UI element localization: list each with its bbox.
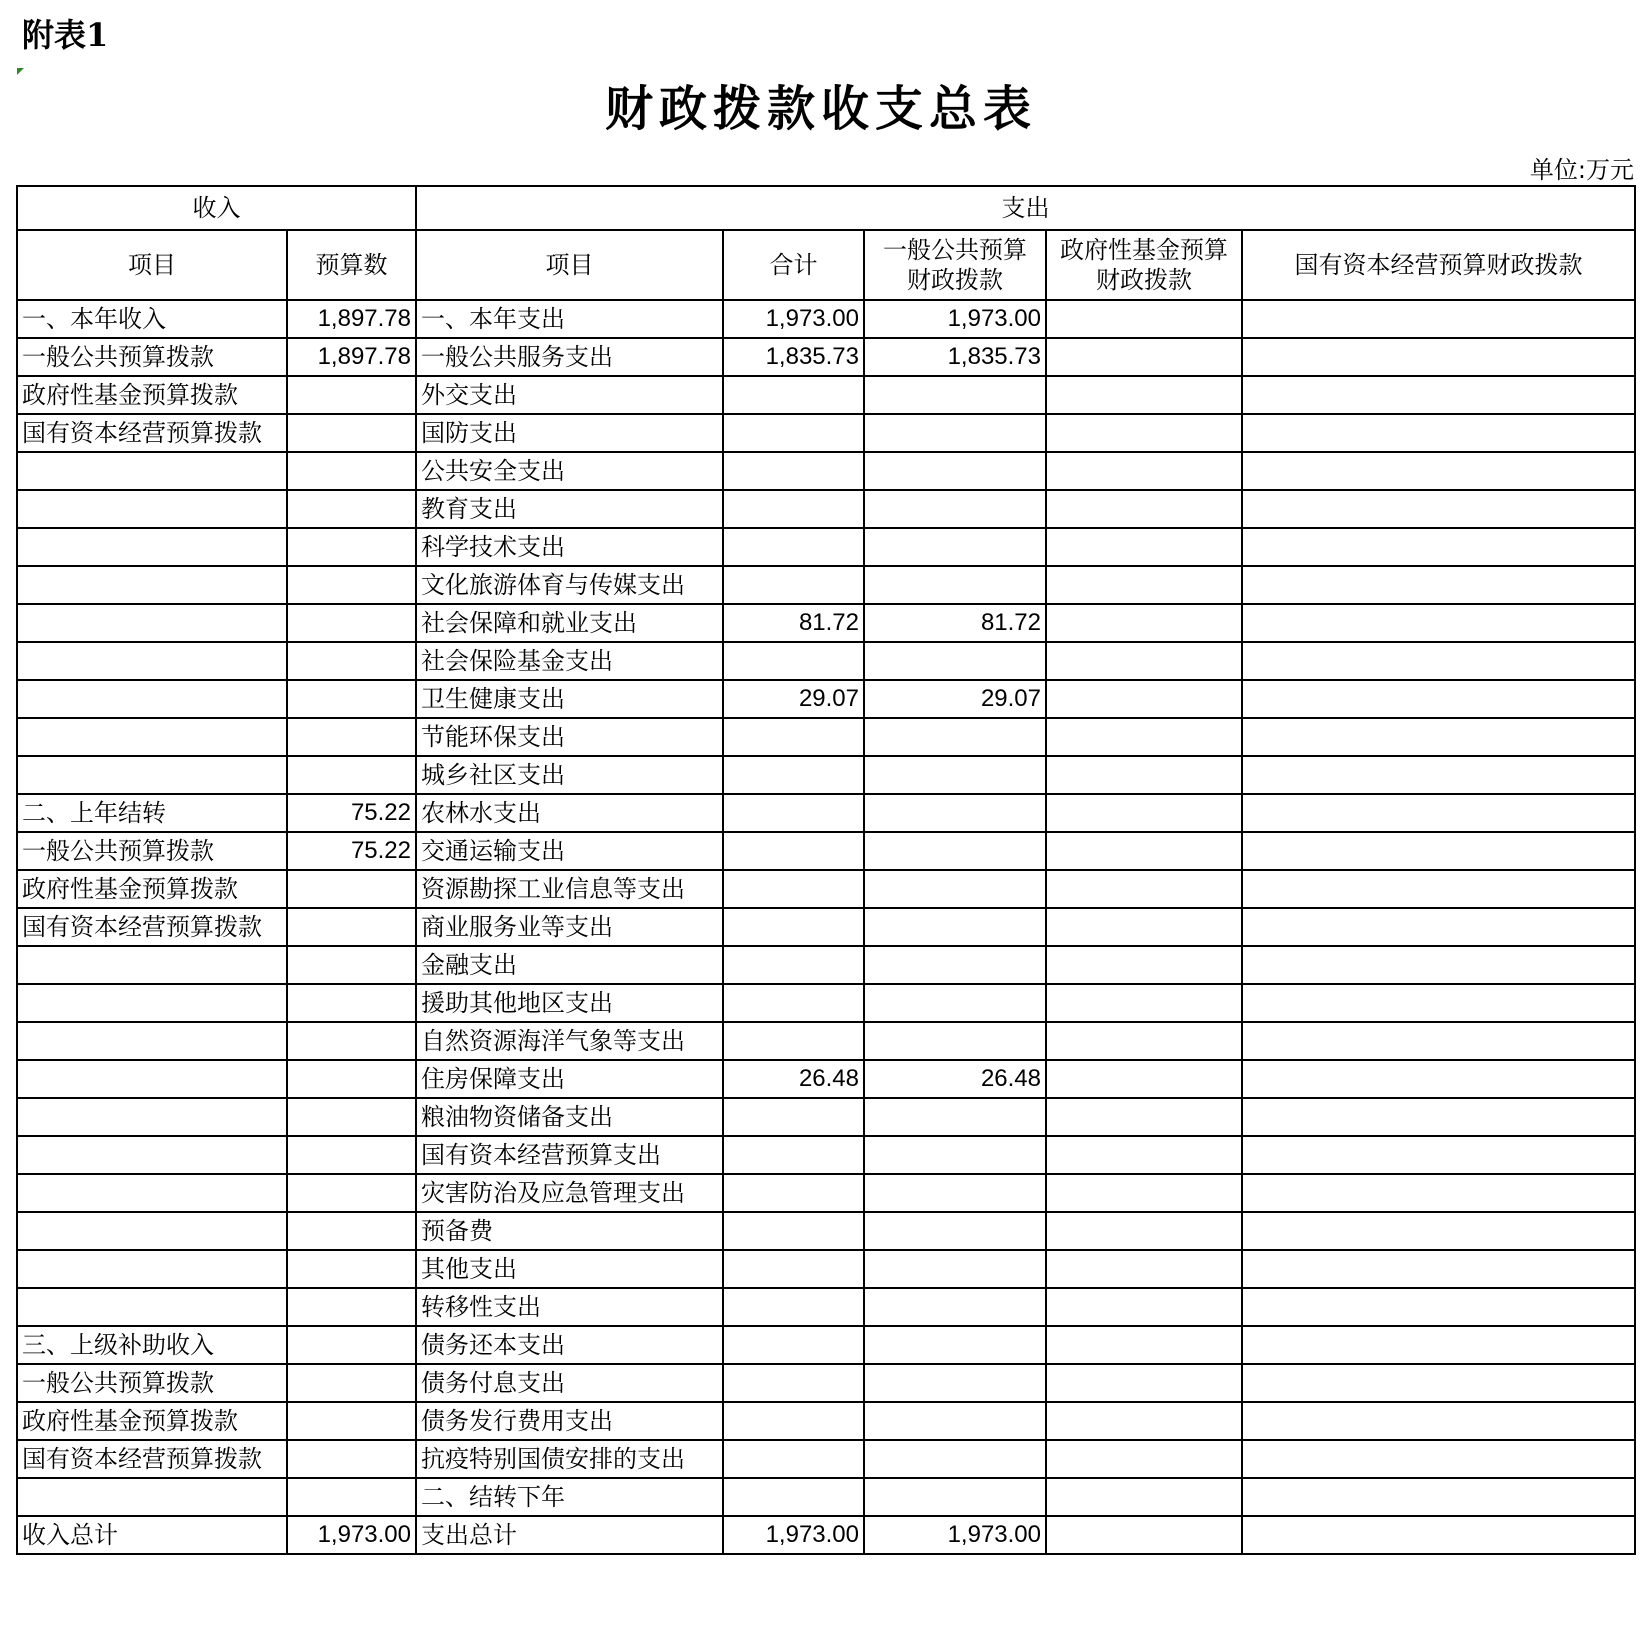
gov-fund-cell [1046, 338, 1242, 376]
income-budget-cell [287, 452, 416, 490]
income-item-cell [17, 1136, 287, 1174]
state-capital-cell [1242, 376, 1635, 414]
gov-fund-cell [1046, 946, 1242, 984]
general-public-cell [864, 946, 1046, 984]
income-item-cell [17, 452, 287, 490]
income-budget-cell [287, 414, 416, 452]
gov-fund-cell [1046, 1288, 1242, 1326]
expense-item-cell: 文化旅游体育与传媒支出 [416, 566, 723, 604]
state-capital-cell [1242, 1440, 1635, 1478]
expense-item-cell: 一、本年支出 [416, 300, 723, 338]
total-cell [723, 1212, 864, 1250]
total-cell [723, 1288, 864, 1326]
expense-item-cell: 债务发行费用支出 [416, 1402, 723, 1440]
general-public-cell [864, 452, 1046, 490]
income-budget-cell [287, 908, 416, 946]
gov-fund-cell [1046, 1212, 1242, 1250]
expense-item-cell: 资源勘探工业信息等支出 [416, 870, 723, 908]
income-item-cell [17, 490, 287, 528]
income-budget-cell [287, 756, 416, 794]
expense-item-cell: 交通运输支出 [416, 832, 723, 870]
income-item-cell [17, 1212, 287, 1250]
total-cell [723, 1364, 864, 1402]
general-public-cell [864, 414, 1046, 452]
expense-item-cell: 卫生健康支出 [416, 680, 723, 718]
total-cell [723, 414, 864, 452]
total-cell: 1,835.73 [723, 338, 864, 376]
gov-fund-cell [1046, 566, 1242, 604]
page-title: 财政拨款收支总表 [604, 81, 1037, 137]
income-budget-cell: 1,897.78 [287, 300, 416, 338]
expense-item-cell: 转移性支出 [416, 1288, 723, 1326]
general-public-cell [864, 984, 1046, 1022]
income-budget-cell [287, 1478, 416, 1516]
table-row [17, 528, 1635, 566]
general-public-cell [864, 1022, 1046, 1060]
income-item-cell [17, 984, 287, 1022]
total-cell [723, 718, 864, 756]
total-cell [723, 946, 864, 984]
state-capital-cell [1242, 1478, 1635, 1516]
expense-item-cell: 债务还本支出 [416, 1326, 723, 1364]
state-capital-cell [1242, 642, 1635, 680]
income-item-cell [17, 604, 287, 642]
income-item-cell: 国有资本经营预算拨款 [17, 1440, 287, 1478]
income-budget-cell [287, 718, 416, 756]
table-row [17, 718, 1635, 756]
general-public-cell [864, 566, 1046, 604]
income-budget-cell [287, 870, 416, 908]
general-public-cell [864, 718, 1046, 756]
total-cell [723, 376, 864, 414]
gov-fund-cell [1046, 1440, 1242, 1478]
income-budget-cell [287, 1288, 416, 1326]
income-item-cell: 一般公共预算拨款 [17, 1364, 287, 1402]
table-row [17, 946, 1635, 984]
expense-item-cell: 一般公共服务支出 [416, 338, 723, 376]
income-budget-cell [287, 490, 416, 528]
state-capital-cell [1242, 1402, 1635, 1440]
total-cell [723, 1174, 864, 1212]
income-budget-cell [287, 1098, 416, 1136]
income-item-cell [17, 1022, 287, 1060]
state-capital-cell [1242, 1364, 1635, 1402]
total-cell: 1,973.00 [723, 300, 864, 338]
total-cell [723, 566, 864, 604]
income-budget-cell [287, 528, 416, 566]
income-budget-cell [287, 1136, 416, 1174]
income-budget-cell [287, 1060, 416, 1098]
state-capital-cell [1242, 984, 1635, 1022]
income-budget-cell: 75.22 [287, 794, 416, 832]
expense-total-value: 1,973.00 [723, 1516, 864, 1554]
income-budget-cell [287, 1440, 416, 1478]
state-capital-cell [1242, 718, 1635, 756]
expense-item-cell: 住房保障支出 [416, 1060, 723, 1098]
income-budget-cell [287, 566, 416, 604]
total-cell [723, 1098, 864, 1136]
total-cell: 81.72 [723, 604, 864, 642]
total-cell [723, 1326, 864, 1364]
general-public-cell: 81.72 [864, 604, 1046, 642]
state-capital-cell [1242, 1136, 1635, 1174]
income-group-header: 收入 [17, 186, 416, 230]
expense-item-cell: 其他支出 [416, 1250, 723, 1288]
gov-fund-cell [1046, 1022, 1242, 1060]
general-public-cell [864, 1098, 1046, 1136]
general-public-cell [864, 832, 1046, 870]
income-item-header: 项目 [17, 230, 287, 300]
general-public-cell [864, 1326, 1046, 1364]
table-row [17, 452, 1635, 490]
table-row [17, 414, 1635, 452]
general-public-cell: 1,973.00 [864, 300, 1046, 338]
state-capital-cell [1242, 1288, 1635, 1326]
state-capital-cell [1242, 756, 1635, 794]
state-capital-cell [1242, 908, 1635, 946]
gov-fund-total-value [1046, 1516, 1242, 1554]
table-row [17, 1288, 1635, 1326]
general-public-cell [864, 1402, 1046, 1440]
gov-fund-cell [1046, 1174, 1242, 1212]
gov-fund-cell [1046, 832, 1242, 870]
table-row [17, 376, 1635, 414]
expense-item-cell: 城乡社区支出 [416, 756, 723, 794]
expense-item-cell: 金融支出 [416, 946, 723, 984]
expense-item-cell: 农林水支出 [416, 794, 723, 832]
total-cell [723, 452, 864, 490]
gov-fund-header: 政府性基金预算财政拨款 [1046, 230, 1242, 300]
income-item-cell: 国有资本经营预算拨款 [17, 414, 287, 452]
gov-fund-cell [1046, 300, 1242, 338]
table-row [17, 908, 1635, 946]
expense-item-cell: 教育支出 [416, 490, 723, 528]
general-public-cell: 29.07 [864, 680, 1046, 718]
total-cell [723, 832, 864, 870]
total-header: 合计 [723, 230, 864, 300]
table-row [17, 1402, 1635, 1440]
total-cell [723, 490, 864, 528]
table-row [17, 1174, 1635, 1212]
income-item-cell [17, 1478, 287, 1516]
income-item-cell: 二、上年结转 [17, 794, 287, 832]
table-row [17, 1364, 1635, 1402]
expense-item-cell: 社会保障和就业支出 [416, 604, 723, 642]
state-capital-cell [1242, 1174, 1635, 1212]
income-item-cell [17, 1098, 287, 1136]
total-cell [723, 794, 864, 832]
income-item-cell: 政府性基金预算拨款 [17, 870, 287, 908]
total-cell [723, 908, 864, 946]
income-budget-cell [287, 680, 416, 718]
general-public-cell [864, 376, 1046, 414]
income-budget-cell: 75.22 [287, 832, 416, 870]
general-public-total-value: 1,973.00 [864, 1516, 1046, 1554]
general-public-cell [864, 756, 1046, 794]
total-cell: 29.07 [723, 680, 864, 718]
income-budget-cell [287, 1174, 416, 1212]
general-public-cell [864, 1364, 1046, 1402]
totals-row [17, 1516, 1635, 1554]
gov-fund-cell [1046, 1060, 1242, 1098]
table-row [17, 794, 1635, 832]
table-row [17, 832, 1635, 870]
state-capital-cell [1242, 832, 1635, 870]
state-capital-cell [1242, 1212, 1635, 1250]
gov-fund-cell [1046, 1478, 1242, 1516]
total-cell [723, 756, 864, 794]
general-public-cell [864, 870, 1046, 908]
income-budget-cell [287, 376, 416, 414]
income-item-cell [17, 756, 287, 794]
general-public-cell [864, 794, 1046, 832]
expense-item-cell: 自然资源海洋气象等支出 [416, 1022, 723, 1060]
total-cell [723, 1402, 864, 1440]
gov-fund-cell [1046, 794, 1242, 832]
state-capital-cell [1242, 1098, 1635, 1136]
income-item-cell [17, 946, 287, 984]
expense-group-header: 支出 [416, 186, 1635, 230]
state-capital-total-value [1242, 1516, 1635, 1554]
expense-item-header: 项目 [416, 230, 723, 300]
expense-total-label: 支出总计 [416, 1516, 723, 1554]
income-budget-cell [287, 1250, 416, 1288]
income-item-cell: 国有资本经营预算拨款 [17, 908, 287, 946]
state-capital-cell [1242, 490, 1635, 528]
income-total-label: 收入总计 [17, 1516, 287, 1554]
state-capital-cell [1242, 528, 1635, 566]
income-item-cell [17, 1250, 287, 1288]
gov-fund-cell [1046, 1136, 1242, 1174]
total-cell [723, 1136, 864, 1174]
income-budget-cell: 1,897.78 [287, 338, 416, 376]
total-cell [723, 1440, 864, 1478]
total-cell [723, 984, 864, 1022]
total-cell: 26.48 [723, 1060, 864, 1098]
income-item-cell [17, 1060, 287, 1098]
table-row [17, 490, 1635, 528]
table-row [17, 870, 1635, 908]
gov-fund-cell [1046, 376, 1242, 414]
income-budget-header: 预算数 [287, 230, 416, 300]
state-capital-header: 国有资本经营预算财政拨款 [1242, 230, 1635, 300]
expense-item-cell: 商业服务业等支出 [416, 908, 723, 946]
state-capital-cell [1242, 1022, 1635, 1060]
income-budget-cell [287, 1212, 416, 1250]
income-item-cell: 一般公共预算拨款 [17, 338, 287, 376]
expense-item-cell: 灾害防治及应急管理支出 [416, 1174, 723, 1212]
general-public-cell [864, 1174, 1046, 1212]
expense-item-cell: 社会保险基金支出 [416, 642, 723, 680]
income-total-value: 1,973.00 [287, 1516, 416, 1554]
state-capital-cell [1242, 300, 1635, 338]
income-budget-cell [287, 604, 416, 642]
expense-item-cell: 抗疫特别国债安排的支出 [416, 1440, 723, 1478]
expense-item-cell: 国防支出 [416, 414, 723, 452]
total-cell [723, 1478, 864, 1516]
income-budget-cell [287, 1402, 416, 1440]
expense-item-cell: 外交支出 [416, 376, 723, 414]
general-public-cell [864, 908, 1046, 946]
general-public-cell: 26.48 [864, 1060, 1046, 1098]
income-budget-cell [287, 984, 416, 1022]
gov-fund-cell [1046, 1364, 1242, 1402]
gov-fund-cell [1046, 452, 1242, 490]
income-item-cell: 政府性基金预算拨款 [17, 1402, 287, 1440]
income-budget-cell [287, 642, 416, 680]
expense-item-cell: 节能环保支出 [416, 718, 723, 756]
gov-fund-cell [1046, 1402, 1242, 1440]
state-capital-cell [1242, 452, 1635, 490]
general-public-cell [864, 528, 1046, 566]
expense-item-cell: 国有资本经营预算支出 [416, 1136, 723, 1174]
expense-item-cell: 粮油物资储备支出 [416, 1098, 723, 1136]
attachment-label: 附表1 [22, 16, 109, 54]
gov-fund-cell [1046, 680, 1242, 718]
gov-fund-cell [1046, 1098, 1242, 1136]
expense-item-cell: 预备费 [416, 1212, 723, 1250]
income-item-cell [17, 642, 287, 680]
gov-fund-cell [1046, 490, 1242, 528]
state-capital-cell [1242, 680, 1635, 718]
general-public-cell: 1,835.73 [864, 338, 1046, 376]
total-cell [723, 528, 864, 566]
header-row-columns [17, 230, 1635, 300]
total-cell [723, 1250, 864, 1288]
table-row [17, 566, 1635, 604]
table-row [17, 1212, 1635, 1250]
expense-item-cell: 债务付息支出 [416, 1364, 723, 1402]
state-capital-cell [1242, 604, 1635, 642]
budget-table [16, 185, 1636, 1555]
gov-fund-cell [1046, 870, 1242, 908]
table-row [17, 984, 1635, 1022]
expense-item-cell: 公共安全支出 [416, 452, 723, 490]
gov-fund-cell [1046, 756, 1242, 794]
header-row-groups [17, 186, 1635, 230]
gov-fund-cell [1046, 528, 1242, 566]
income-budget-cell [287, 1022, 416, 1060]
income-budget-cell [287, 946, 416, 984]
state-capital-cell [1242, 870, 1635, 908]
state-capital-cell [1242, 414, 1635, 452]
table-row [17, 1098, 1635, 1136]
state-capital-cell [1242, 566, 1635, 604]
table-row [17, 642, 1635, 680]
unit-label: 单位:万元 [1529, 156, 1634, 184]
income-item-cell: 三、上级补助收入 [17, 1326, 287, 1364]
gov-fund-cell [1046, 908, 1242, 946]
table-row [17, 1136, 1635, 1174]
income-item-cell: 政府性基金预算拨款 [17, 376, 287, 414]
income-item-cell [17, 1288, 287, 1326]
general-public-cell [864, 1250, 1046, 1288]
table-row [17, 1250, 1635, 1288]
income-item-cell [17, 680, 287, 718]
income-item-cell [17, 718, 287, 756]
table-row [17, 1022, 1635, 1060]
table-row [17, 1060, 1635, 1098]
gov-fund-cell [1046, 604, 1242, 642]
table-row [17, 680, 1635, 718]
expense-item-cell: 科学技术支出 [416, 528, 723, 566]
general-public-cell [864, 1288, 1046, 1326]
table-row [17, 1478, 1635, 1516]
general-public-cell [864, 490, 1046, 528]
state-capital-cell [1242, 1326, 1635, 1364]
gov-fund-cell [1046, 1326, 1242, 1364]
expense-item-cell: 二、结转下年 [416, 1478, 723, 1516]
table-row [17, 338, 1635, 376]
total-cell [723, 870, 864, 908]
state-capital-cell [1242, 946, 1635, 984]
table-row [17, 1326, 1635, 1364]
income-item-cell: 一般公共预算拨款 [17, 832, 287, 870]
general-public-cell [864, 1440, 1046, 1478]
gov-fund-cell [1046, 718, 1242, 756]
table-row [17, 1440, 1635, 1478]
income-item-cell [17, 1174, 287, 1212]
general-public-header: 一般公共预算财政拨款 [864, 230, 1046, 300]
gov-fund-cell [1046, 414, 1242, 452]
table-row [17, 300, 1635, 338]
gov-fund-cell [1046, 1250, 1242, 1288]
income-item-cell [17, 566, 287, 604]
general-public-cell [864, 1136, 1046, 1174]
expense-item-cell: 援助其他地区支出 [416, 984, 723, 1022]
gov-fund-cell [1046, 642, 1242, 680]
income-budget-cell [287, 1326, 416, 1364]
total-cell [723, 642, 864, 680]
income-budget-cell [287, 1364, 416, 1402]
state-capital-cell [1242, 338, 1635, 376]
total-cell [723, 1022, 864, 1060]
income-item-cell: 一、本年收入 [17, 300, 287, 338]
general-public-cell [864, 1212, 1046, 1250]
state-capital-cell [1242, 1060, 1635, 1098]
table-row [17, 756, 1635, 794]
income-item-cell [17, 528, 287, 566]
general-public-cell [864, 1478, 1046, 1516]
state-capital-cell [1242, 1250, 1635, 1288]
state-capital-cell [1242, 794, 1635, 832]
table-row [17, 604, 1635, 642]
gov-fund-cell [1046, 984, 1242, 1022]
general-public-cell [864, 642, 1046, 680]
